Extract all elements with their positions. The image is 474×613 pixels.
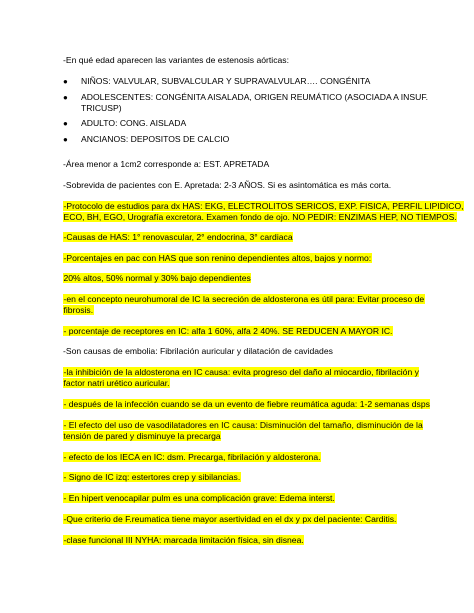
intro-question: -En qué edad aparecen las variantes de estenosis aórticas: — [63, 55, 289, 65]
paragraph-fiebre-reumatica — [63, 399, 430, 410]
paragraph-protocolo-line1 — [63, 201, 464, 212]
highlight: - Signo de IC izq: estertores crep y sibilancias. — [63, 472, 241, 482]
bullet-dot: ● — [63, 77, 68, 86]
highlight: -clase funcional III NYHA: marcada limitación física, sin disnea. — [63, 535, 304, 545]
paragraph-embolia: -Son causas de embolia: Fibrilación auricular y dilatación de cavidades — [63, 346, 333, 356]
bullet-item-ninos: NIÑOS: VALVULAR, SUBVALCULAR Y SUPRAVALVULAR…. CONGÉNITA — [81, 76, 371, 86]
highlight: -Porcentajes en pac con HAS que son renino dependientes altos, bajos y normo: — [63, 253, 372, 263]
highlight: -Protocolo de estudios para dx HAS: EKG, ELECTROLITOS SERICOS, EXP. FISICA, PERFIL LIPIDICO, — [63, 201, 464, 211]
paragraph-area: -Área menor a 1cm2 corresponde a: EST. APRETADA — [63, 159, 270, 169]
paragraph-signo-ic — [63, 472, 241, 483]
highlight: - El efecto del uso de vasodilatadores en IC causa: Disminución del tamaño, disminución de la — [63, 420, 423, 430]
highlight: fibrosis. — [63, 305, 94, 315]
bullet-dot: ● — [63, 135, 68, 144]
paragraph-neurohumoral-line2 — [63, 305, 94, 316]
highlight: -en el concepto neurohumoral de IC la secreción de aldosterona es útil para: Evitar proceso de — [63, 294, 425, 304]
paragraph-vasodilatadores-line1 — [63, 420, 423, 431]
highlight: -la inhibición de la aldosterona en IC causa: evita progreso del daño al miocardio, fibrilación y — [63, 367, 419, 377]
bullet-item-adolescentes: ADOLESCENTES: CONGÉNITA AISALADA, ORIGEN REUMÁTICO (ASOCIADA A INSUF. — [81, 92, 429, 102]
highlight: - después de la infección cuando se da un evento de fiebre reumática aguda: 1-2 semanas dsps — [63, 399, 430, 409]
highlight: tensión de pared y disminuye la precarga — [63, 431, 221, 441]
paragraph-porcentajes — [63, 253, 372, 264]
paragraph-sobrevida: -Sobrevida de pacientes con E. Apretada: 2-3 AÑOS. Si es asintomática es más corta. — [63, 180, 392, 190]
paragraph-receptores — [63, 326, 393, 337]
highlight: - porcentaje de receptores en IC: alfa 1 60%, alfa 2 40%. SE REDUCEN A MAYOR IC. — [63, 326, 393, 336]
paragraph-neurohumoral-line1 — [63, 294, 425, 305]
paragraph-hipert-venocapilar — [63, 493, 335, 504]
paragraph-vasodilatadores-line2 — [63, 431, 221, 442]
bullet-item-adulto: ADULTO: CONG. AISLADA — [81, 118, 187, 128]
paragraph-protocolo-line2 — [63, 212, 457, 223]
bullet-dot: ● — [63, 93, 68, 102]
paragraph-ieca — [63, 452, 321, 463]
highlight: 20% altos, 50% normal y 30% bajo dependientes — [63, 273, 251, 283]
paragraph-clase-funcional — [63, 535, 304, 546]
paragraph-criterio-reumatica — [63, 514, 397, 525]
highlight: factor natri urético auricular. — [63, 378, 170, 388]
paragraph-causas-has — [63, 232, 293, 243]
highlight: - En hipert venocapilar pulm es una complicación grave: Edema interst. — [63, 493, 335, 503]
paragraph-altos-normal-bajo — [63, 273, 251, 284]
highlight: -Causas de HAS: 1° renovascular, 2° endocrina, 3° cardiaca — [63, 232, 293, 242]
highlight: ECO, BH, EGO, Urografía excretora. Examen fondo de ojo. NO PEDIR: ENZIMAS HEP, NO TIEMPOS. — [63, 212, 457, 222]
bullet-dot: ● — [63, 119, 68, 128]
bullet-item-ancianos: ANCIANOS: DEPOSITOS DE CALCIO — [81, 134, 230, 144]
paragraph-aldosterona-line2 — [63, 378, 170, 389]
bullet-item-adolescentes-cont: TRICUSP) — [81, 103, 122, 113]
highlight: - efecto de los IECA en IC: dsm. Precarga, fibrilación y aldosterona. — [63, 452, 321, 462]
highlight: -Que criterio de F.reumatica tiene mayor asertividad en el dx y px del paciente: Carditis. — [63, 514, 397, 524]
paragraph-aldosterona-line1 — [63, 367, 419, 378]
